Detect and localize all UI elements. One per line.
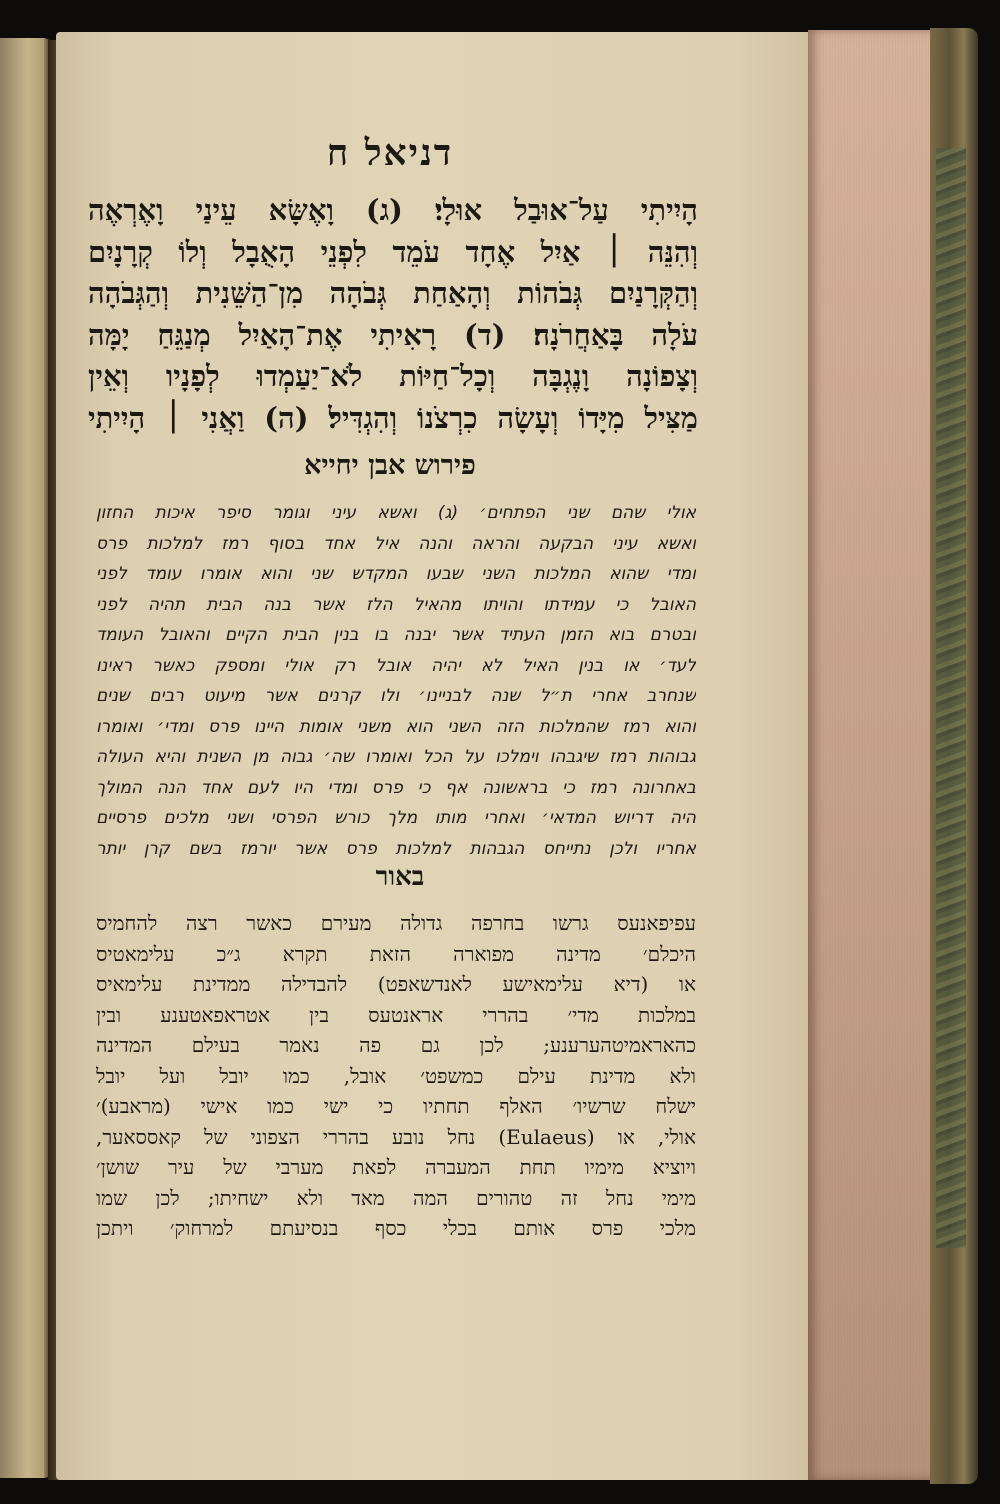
beur-line: כהאראמיטהערענע; לכן גם פה נאמר בעילם המדינה (96, 1033, 696, 1057)
commentary-text (96, 498, 696, 864)
beur-text (96, 908, 696, 1244)
scripture-line: הָיִיתִי עַל־אוּבַל אוּלָי׃ (ג) וָאֶשָּׂא עֵינַי וָאֶרְאֶה (88, 193, 698, 227)
commentary-line: באחרונה רמז כי בראשונה אף כי פרס ומדי היו לעם אחד הנה המולך (96, 777, 696, 798)
running-head: דניאל ח (326, 132, 454, 174)
commentary-line: ובטרם בוא הזמן העתיד אשר יבנה בו בנין הבית הקיים והאובל העומד (96, 625, 696, 645)
commentary-line: האובל כי עמידתו והויתו מהאיל הלז אשר בנה הבית תהיה לפני (96, 594, 696, 615)
commentary-line: גבוהות רמז שיגבהו וימלכו על הכל ואומרו שה׳ גבוה מן השנית והיא העולה (96, 747, 696, 767)
scripture-text (88, 190, 698, 439)
commentary-line: היה דריוש המדאי׳ ואחרי מותו מלך כורש הפרסי ושני מלכים פרסיים (96, 808, 696, 828)
commentary-line: ואשא עיני הבקעה והראה והנה איל אחד בסוף רמז למלכות פרס (96, 533, 696, 554)
beur-line: או (דיא עלימאישע לאנדשאפט) להבדילה ממדינת עלימאיס (96, 972, 696, 996)
beur-line: עפיפאנעס גרשו בחרפה גדולה מעירם כאשר רצה להחמיס (96, 911, 696, 935)
beur-line: ישלח שרשיו׳ האלף תחתיו כי ישי כמו אישי (מראבע)׳ (96, 1094, 696, 1118)
book-cover-edge (930, 28, 978, 1484)
commentary-line: אולי שהם שני הפתחים׳ (ג) ואשא עיני וגומר סיפר איכות החזון (96, 503, 696, 523)
scripture-line: עֹלָה בָּאַחֲרֹנָה׃ (ד) רָאִיתִי אֶת־הָאַיִל מְנַגֵּחַ יָמָּה (88, 317, 698, 352)
commentary-line: לעד׳ או בנין האיל לא יהיה אובל רק אולי ומספק כאשר ראינו (96, 655, 696, 676)
beur-line: אולי, או (Eulaeus) נחל נובע בהררי הצפוני של קאססאער, (96, 1124, 696, 1149)
beur-line: ויוציא מימיו תחת המעברה לפאת מערבי של עיר שושן׳ (96, 1155, 696, 1179)
left-page-edge (0, 38, 50, 1478)
page-edges (808, 30, 948, 1480)
commentary-line: ומדי שהוא המלכות השני שבעו המקדש שני והוא אומרו עומד לפני (96, 564, 696, 584)
beur-line: במלכות מדי׳ בהררי אראנטעס בין אטראפאטענע ובין (96, 1002, 696, 1027)
beur-line: מימי נחל זה טהורים המה מאד ולא ישחיתו; לכן שמו (96, 1185, 696, 1210)
scripture-line: וְהִנֵּה ׀ אַיִל אֶחָד עֹמֵד לִפְנֵי הָאֻבָל וְלוֹ קְרָנָיִם (88, 234, 698, 269)
beur-line: ולא מדינת עילם כמשפט׳ אובל, כמו יובל ועל יובל (96, 1063, 696, 1088)
scripture-line: וְהַקְּרָנַיִם גְּבֹהוֹת וְהָאַחַת גְּבֹהָה מִן־הַשֵּׁנִית וְהַגְּבֹהָה (88, 276, 698, 310)
commentary-line: והוא רמז שהמלכות הזה השני הוא משני אומות היינו פרס ומדי׳ ואומרו (96, 716, 696, 737)
beur-line: מלכי פרס אותם בכלי כסף בנסיעתם למרחוק׳ ויתכן (96, 1216, 696, 1240)
commentary-title: פירוש אבן יחייא (304, 450, 476, 481)
commentary-line: אחריו ולכן נתייחס הגבהות למלכות פרס אשר יורמז בשם קרן יותר (96, 838, 696, 859)
beur-line: היכלם׳ מדינה מפוארה הזאת תקרא ג״כ עלימאטיס (96, 941, 696, 966)
scripture-line: מַצִּיל מִיָּדוֹ וְעָשָׂה כִרְצֹנוֹ וְהִגְדִּיל׃ (ה) וַאֲנִי ׀ הָיִיתִי (88, 400, 698, 435)
beur-title: באור (375, 862, 425, 892)
scripture-line: וְצָפוֹנָה וָנֶגְבָּה וְכָל־חַיּוֹת לֹא־יַעַמְדוּ לְפָנָיו וְאֵין (88, 359, 698, 393)
commentary-line: שנחרב אחרי ת״ל שנה לבניינו׳ ולו קרנים אשר מיעוט רבים שנים (96, 686, 696, 706)
